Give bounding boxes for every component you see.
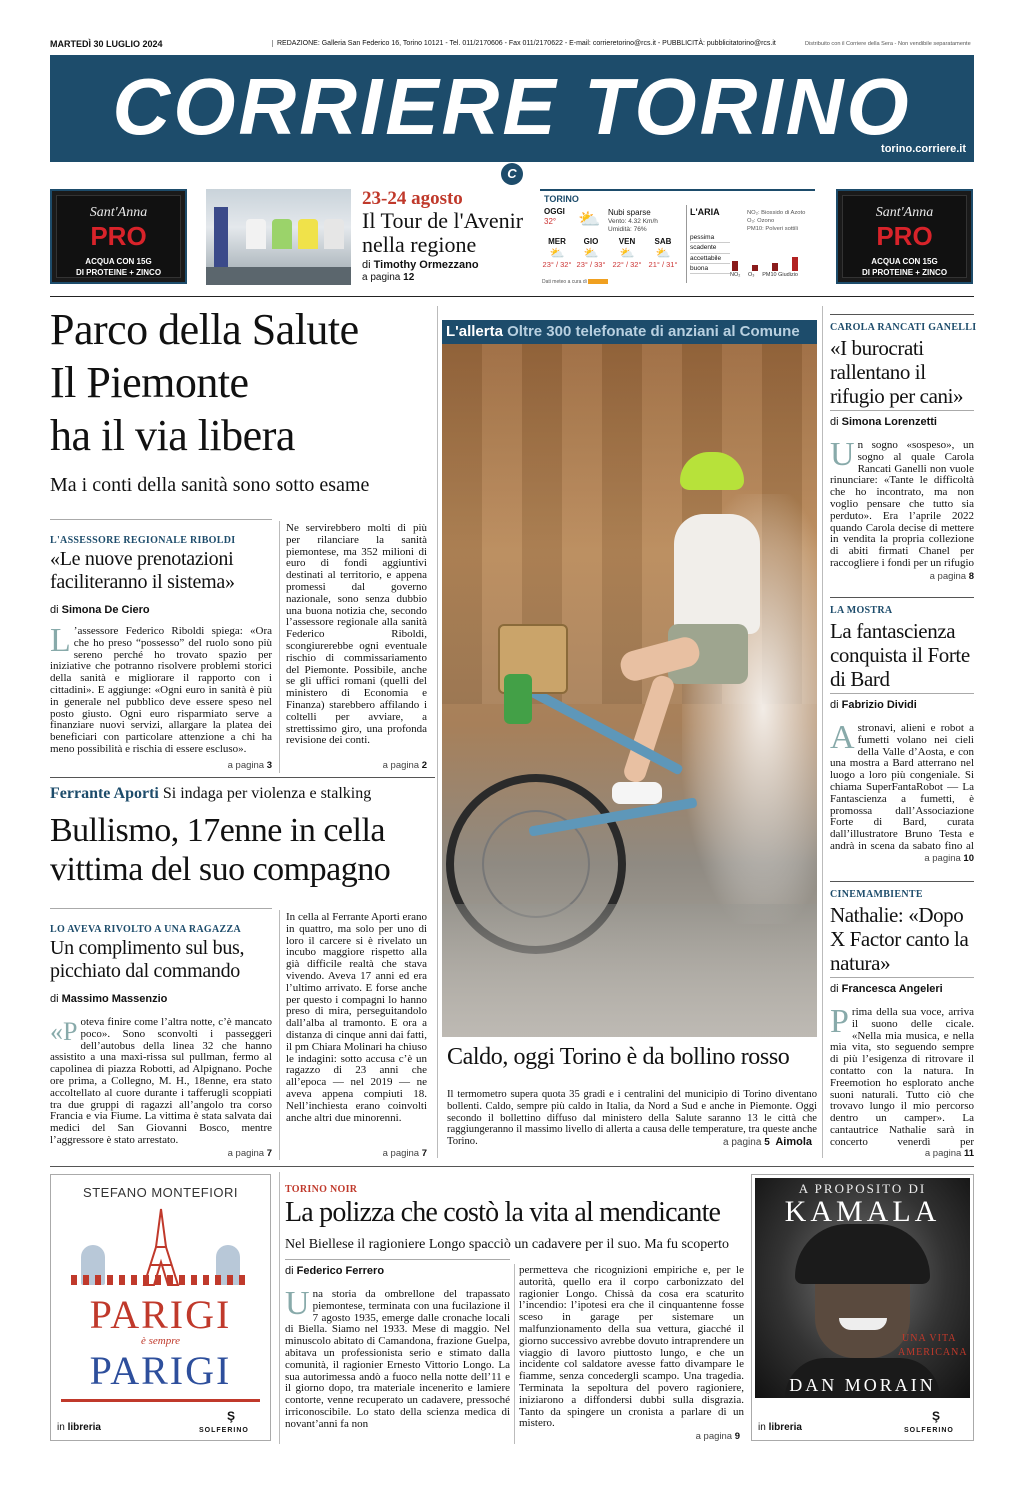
sun-cloud-icon: ⛅	[619, 246, 635, 260]
photo-headline[interactable]: Caldo, oggi Torino è da bollino rosso	[447, 1044, 790, 1070]
story1-title[interactable]: «I burocrati rallentano il rifugio per cani»	[830, 336, 964, 408]
story2-kicker: LA MOSTRA	[830, 605, 893, 616]
book-left-title-1: PARIGI	[89, 1292, 232, 1337]
photo-label-rest: Oltre 300 telefonate di anziani al Comune	[507, 323, 800, 340]
weather-today-temp: 32°	[544, 217, 557, 226]
forecast-day: SAB	[654, 237, 672, 246]
bullying-page-right[interactable]: a pagina 7	[382, 1148, 427, 1159]
forecast-temp: 22° / 32°	[612, 260, 642, 269]
story2-body: Astronavi, alieni e robot a fumetti volano nei cieli della Valle d’Aosta, e con una mostra a Bard atterrano nel luogo a loro più congeniale. Si chiama SuperFantaRobot — La Fantascienza a fumetti, è promossa dall’Associazione Forte di Bard, curata dall’illustratore Bruno Testa e andrà in scena da sabato fino al	[830, 719, 974, 852]
ad-tagline-2: DI PROTEINE + ZINCO	[75, 268, 162, 277]
weather-city: TORINO	[544, 194, 579, 204]
tour-headline[interactable]: Il Tour de l'Avenir nella regione	[362, 208, 524, 257]
air-bar-giudizio	[792, 257, 798, 271]
story3-body: Prima della sua voce, arriva il suono delle cicale. «Nella mia musica, e nella mia vita, sto seguendo sempre di più l’esigenza di ritrovare il contatto con la natura. In Freemotion ho esplorato anche suoni naturali. Tutto ciò che trovavo lungo il mio percorso dentro un camper». La cantautrice Nathalie sarà in concerto venerdì per	[830, 1003, 974, 1148]
book-right-overlay-1: UNA VITA	[902, 1333, 957, 1344]
air-legend: NO₂: Biossido di Azoto O₃: Ozono PM10: Polveri sottili	[747, 210, 806, 232]
noir-body-left: Una storia da ombrellone del trapassato piemontese, terminata con una fucilazione il 7 agosto 1935, emerge dalle cronache locali di Biella. Siamo nel 1933. Mese di maggio. Nel minuscolo abitato di Camandona, frazione Guelpa, abitava un professionista serio e stimato dalla comunità, il ragionier Ernesto Vittorio Longo. La sua autorimessa andò a fuoco nella notte dell’11 e il giorno dopo, tra materiale incenerito e lamiere contorte, venne recuperato un cadavere, pressoché irriconoscibile. Lo stato della scienza medica di novant’anni fa non	[285, 1285, 510, 1430]
book-left-title-2: PARIGI	[89, 1348, 232, 1393]
noir-kicker: TORINO NOIR	[285, 1184, 358, 1195]
ad-tagline-1: ACQUA CON 15G	[85, 257, 152, 266]
issue-date: MARTEDÌ 30 LUGLIO 2024	[50, 39, 163, 49]
weather-forecast	[540, 237, 680, 277]
forecast-temp: 23° / 32°	[542, 260, 572, 269]
ad-product: PRO	[876, 221, 933, 251]
weather-credit: Dati meteo a cura di	[542, 279, 608, 285]
noir-body-right: permetteva che ricognizioni empiriche e, per le autorità, quello era il corpo carbonizzato del ragionier Longo. Chissà da cosa era scaturito l’incendio: l’ipotesi era che il cinquantenne fosse sceso in garage per sistemare un malfunzionamento della sua vettura, giacché il giorno successivo avrebbe dovuto intraprendere un viaggio di lavoro piuttosto lungo, e che un incidente col saldatore avesse fatto divampare le fiamme, senza concedergli scampo. Una tragedia. Terminata la sepoltura del povero ragioniere, iniziarono a diffondersi dubbi sulla disgrazia. Tanto da spingere un cronista a parlare di un mistero.	[519, 1264, 744, 1430]
weather-wind: Vento: 4.32 Km/h	[608, 218, 658, 225]
story3-kicker: CINEMAMBIENTE	[830, 889, 923, 900]
ad-tagline-1: ACQUA CON 15G	[871, 257, 938, 266]
shoe	[612, 782, 662, 804]
book-right-in-libreria: in libreria	[758, 1422, 802, 1433]
story1-kicker: CAROLA RANCATI GANELLI	[830, 322, 977, 333]
forecast-day: MER	[548, 237, 566, 246]
bullying-label: Ferrante Aporti Si indaga per violenza e stalking	[50, 785, 372, 802]
story1-body: Un sogno «sospeso», un sogno al quale Carola Rancati Ganelli non vuole rinunciare: «Tante le difficoltà che ho incontrato, ma non voglio pensare che tutto sia perduto». Era l’aprile 2022 quando Carola decise di mettere in vendita la propria collezione di abiti firmati Chanel per raccogliere i fondi per un rifugio	[830, 436, 974, 569]
ad-left[interactable]	[50, 189, 187, 284]
ad-right[interactable]	[836, 189, 973, 284]
bullying-kicker: LO AVEVA RIVOLTO A UNA RAGAZZA	[50, 924, 241, 935]
site-url[interactable]: torino.corriere.it	[881, 143, 966, 155]
photo-label: L'allerta	[446, 323, 503, 340]
air-bar-no2	[732, 261, 738, 271]
air-bar-pm10	[772, 263, 778, 271]
book-left-in-libreria: in libreria	[57, 1422, 101, 1433]
story3-author: Francesca Angeleri	[841, 983, 943, 995]
tour-page-prefix: a pagina	[362, 272, 401, 283]
book-ad-left[interactable]	[50, 1174, 271, 1441]
noir-page[interactable]: a pagina 9	[519, 1431, 740, 1442]
book-right-title: KAMALA	[784, 1195, 941, 1228]
book-left-author: STEFANO MONTEFIORI	[83, 1185, 238, 1200]
weather-today-label: OGGI	[544, 207, 565, 216]
solferino-logo-icon: Ş	[227, 1409, 236, 1423]
book-right-pre: A PROPOSITO DI	[798, 1181, 927, 1196]
story2-page[interactable]: a pagina 10	[830, 853, 974, 864]
distribution-note: Distribuito con il Corriere della Sera - Non vendibile separatamente	[805, 41, 971, 47]
book-right-author: DAN MORAIN	[789, 1375, 936, 1395]
air-title: L'ARIA	[690, 207, 720, 217]
book-left-publisher: SOLFERINO	[199, 1427, 249, 1434]
photo-label-bar	[442, 320, 817, 344]
lead-headline[interactable]: Parco della Salute Il Piemonte ha il via libera	[50, 305, 359, 460]
lead-page-left[interactable]: a pagina 3	[227, 760, 272, 771]
bullying-page-left[interactable]: a pagina 7	[227, 1148, 272, 1159]
tour-page: 12	[403, 272, 415, 283]
forecast-temp: 21° / 31°	[648, 260, 678, 269]
lead-subtitle[interactable]: «Le nuove prenotazioni faciliteranno il sistema»	[50, 548, 235, 593]
sun-cloud-icon: ⛅	[578, 209, 601, 229]
story2-author: Fabrizio Dividi	[841, 699, 917, 711]
ad-product: PRO	[90, 221, 147, 251]
ad-brand: Sant'Anna	[875, 205, 934, 220]
forecast-temp: 23° / 33°	[576, 260, 606, 269]
noir-headline[interactable]: La polizza che costò la vita al mendicante	[285, 1197, 721, 1228]
book-right-publisher: SOLFERINO	[904, 1427, 954, 1434]
ad-brand: Sant'Anna	[89, 205, 148, 220]
book-left-title-mid: è sempre	[141, 1335, 180, 1347]
heat-photo	[442, 344, 817, 1037]
story1-author: Simona Lorenzetti	[841, 416, 937, 428]
photo-page[interactable]: a pagina 5 Aimola	[723, 1136, 812, 1148]
lead-kicker: L'ASSESSORE REGIONALE RIBOLDI	[50, 535, 236, 546]
lead-author: Simona De Ciero	[61, 604, 150, 616]
weather-humidity: Umidità: 76%	[608, 226, 647, 233]
story1-page[interactable]: a pagina 8	[830, 571, 974, 582]
ad-tagline-2: DI PROTEINE + ZINCO	[861, 268, 948, 277]
noir-subhead: Nel Biellese il ragioniere Longo spacciò un cadavere per il suo. Ma fu scoperto	[285, 1237, 729, 1252]
contacts-line: REDAZIONE: Galleria San Federico 16, Torino 10121 - Tel. 011/2170606 - Fax 011/2170622 - E-mail: corrieretorino@rcs.it - PUBBLICITÀ: pubblicitatorino@rcs.it	[272, 40, 792, 47]
bullying-body-right: In cella al Ferrante Aporti erano in quattro, ma solo per uno di loro il carcere si è rivelato un incubo maggiore rispetto alla già difficile realtà che stava vivendo. Aveva 17 anni ed era l’ultimo arrivato. E forse anche per questo i compagni lo hanno preso di mira, perseguitandolo dall’alba al tramonto. E ora a distanza di cinque anni dai fatti, il pm Chiara Molinari ha chiuso le indagini: sotto accusa c’è un ragazzo di 23 anni che all’epoca — nel 2019 — ne aveva appena compiuti 18. Nell’inchiesta erano coinvolti anche altri due minorenni.	[286, 911, 427, 1124]
tour-photo	[206, 189, 351, 285]
lead-body-right: Ne servirebbero molti di più per rilanciare la sanità piemontese, ma 352 milioni di euro di fondi aggiuntivi destinati al territorio, e appena promessi dal governo nazionale, sono senza dubbio una buona notizia che, secondo l’assessore regionale alla sanità Federico Riboldi, scongiurerebbe ogni eventuale rischio di commissariamento del Piemonte. Possibile, anche se gli uffici romani (quelli del ministero di Economia e Finanza) starebbero affilando i coltelli per avviare, a strettissimo giro, una profonda revisione dei conti.	[286, 522, 427, 747]
story3-page[interactable]: a pagina 11	[830, 1148, 974, 1159]
story3-title[interactable]: Nathalie: «Dopo X Factor canto la natura»	[830, 903, 969, 975]
tour-by: di	[362, 259, 371, 271]
bullying-headline[interactable]: Bullismo, 17enne in cella vittima del suo compagno	[50, 812, 391, 888]
shirt	[674, 514, 760, 634]
sun-cloud-icon: ⛅	[655, 246, 671, 260]
air-levels: pessima scadente accettabile buona	[690, 233, 730, 274]
solferino-logo-icon: Ş	[932, 1409, 941, 1423]
tour-date: 23-24 agosto	[362, 188, 463, 209]
book-ad-right[interactable]	[751, 1174, 974, 1441]
photo-credit: Aimola	[775, 1136, 812, 1148]
lead-page-right[interactable]: a pagina 2	[382, 760, 427, 771]
noir-author: Federico Ferrero	[296, 1265, 385, 1277]
corriere-logo-icon: C	[501, 163, 523, 185]
bullying-subtitle[interactable]: Un complimento sul bus, picchiato dal commando	[50, 937, 245, 982]
book-right-overlay-2: AMERICANA	[898, 1347, 968, 1358]
newspaper-title: CORRIERE TORINO	[112, 62, 912, 151]
story2-title[interactable]: La fantascienza conquista il Forte di Bard	[830, 619, 970, 691]
masthead	[50, 55, 974, 162]
air-x-labels: NO₂ O₃ PM10 Giudizio	[730, 272, 798, 278]
weather-box	[540, 189, 815, 285]
sun-cloud-icon: ⛅	[549, 246, 565, 260]
lead-body-left: L ’assessore Federico Riboldi spiega: «Ora che ho preso “possesso” del ruolo sono più sereno perché ho trovato spazio per iniziative che potranno risolvere problemi storici della sanità e migliorare il rapporto con i cittadini». E aggiunge: «Ogni euro in sanità è più in generale nel pubblico deve essere speso nel posto giusto. Ogni euro risparmiato serve a finanziare nuovi servizi, allargare la platea dei beneficiari con particolare attenzione a chi ha meno possibilità e rischia di essere escluso».	[50, 622, 272, 755]
forecast-day: GIO	[583, 237, 599, 246]
photo-body: Il termometro supera quota 35 gradi e i centralini del municipio di Torino diventano bollenti. Caldo, sempre più caldo in Italia, da Nord a Sud e anche in Piemonte. Oggi secondo il bollettino diffuso dal ministero della Salute saranno 13 le città che raggiungeranno il massimo livello di allerta a causa delle temperature, tra queste anche Torino.	[447, 1089, 817, 1148]
bullying-body-left: «Poteva finire come l’altra notte, c’è mancato poco». Sono sconvolti i passeggeri dell’autobus della linea 32 che hanno assistito a una maxi-rissa sul pullman, fermo al capolinea di piazza Robotti, ad Alpignano. Poche ore prima, a Collegno, M. H., 18enne, era stato accoltellato al cuore durante i tafferugli scoppiati tra due gruppi di ragazzi all’angolo tra corso Francia e via Fiume. La vittima è stata salvata dai medici del San Giovanni Bosco, mentre l’aggressore è stato arrestato.	[50, 1016, 272, 1146]
weather-desc: Nubi sparse	[608, 208, 651, 217]
tour-author: Timothy Ormezzano	[373, 259, 479, 271]
lead-subhead: Ma i conti della sanità sono sotto esame	[50, 474, 370, 496]
sun-cloud-icon: ⛅	[583, 246, 599, 260]
forecast-day: VEN	[618, 237, 636, 246]
water-bottle	[504, 674, 532, 724]
bullying-author: Massimo Massenzio	[61, 993, 168, 1005]
air-bar-o3	[752, 265, 758, 271]
